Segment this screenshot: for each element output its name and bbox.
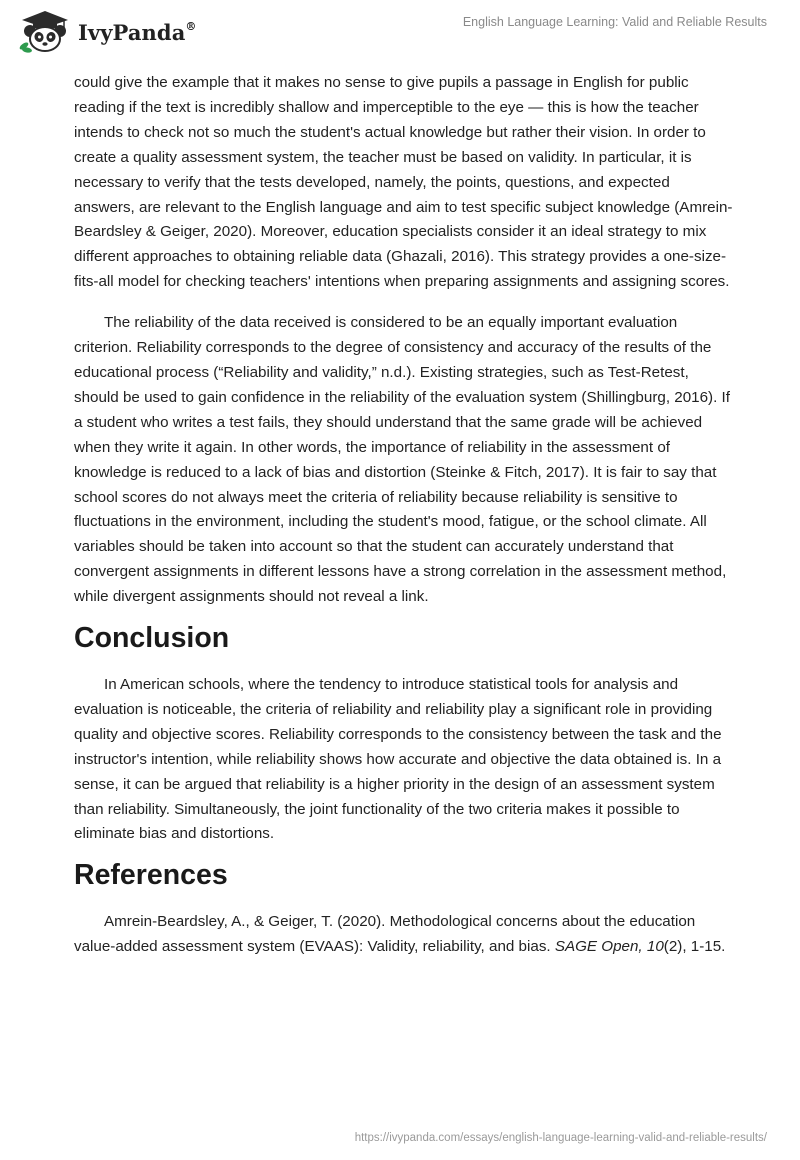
reference-text: Amrein-Beardsley, A., & Geiger, T. (2020). Methodological concerns about the education value-added assessment system (EVAAS): Validity, reliability, and bias.	[74, 913, 696, 956]
ivypanda-logo[interactable]	[16, 9, 197, 53]
body-paragraph: The reliability of the data received is considered to be an equally important evaluation criterion. Reliability corresponds to the degree of consistency and accuracy of the results of the educational process (“Reliability and validity,” n.d.). Existing strategies, such as Test-Retest, should be used to gain confidence in the reliability of the evaluation system (Shillingburg, 2016). If a student who writes a test fails, they should understand that the same grade will be achieved when they write it again. In other words, the importance of reliability in the assessment of knowledge is reduced to a lack of bias and distortion (Steinke & Fitch, 2017). It is fair to say that school scores do not always meet the criteria of reliability because reliability is sensitive to fluctuations in the environment, including the student's mood, fatigue, or the school climate. All variables should be taken into account so that the student can accurately understand that convergent assignments in different lessons have a strong correlation in the assessment method, while divergent assignments should not reveal a link.	[74, 314, 730, 606]
footer-url[interactable]: https://ivypanda.com/essays/english-language-learning-valid-and-reliable-results/	[354, 1132, 767, 1144]
running-title: English Language Learning: Valid and Reliable Results	[462, 15, 767, 29]
essay-content	[74, 71, 734, 960]
page-header	[0, 0, 800, 70]
reference-issue-pages: (2), 1-15.	[663, 938, 726, 956]
body-paragraph: could give the example that it makes no sense to give pupils a passage in English for public reading if the text is incredibly shallow and imperceptible to the eye — this is how the teacher intends to check not so much the student's actual knowledge but rather their vision. In order to create a quality assessment system, the teacher must be based on validity. In particular, it is necessary to verify that the tests developed, namely, the points, questions, and expected answers, are relevant to the English language and aim to test specific subject knowledge (Amrein-Beardsley & Geiger, 2020). Moreover, education specialists consider it an ideal strategy to mix different approaches to obtaining reliable data (Ghazali, 2016). This strategy provides a one-size-fits-all model for checking teachers' intentions when preparing assignments and assigning scores.	[74, 74, 733, 291]
brand-name: IvyPanda®	[78, 19, 197, 45]
conclusion-heading: Conclusion	[74, 622, 230, 655]
conclusion-paragraph: In American schools, where the tendency to introduce statistical tools for analysis and evaluation is noticeable, the criteria of reliability and reliability play a significant role in providing quality and objective scores. Reliability corresponds to the consistency between the task and the instructor's intention, while reliability shows how accurate and objective the data obtained is. In a sense, it can be argued that reliability is a higher priority in the design of an assessment system than reliability. Simultaneously, the joint functionality of the two criteria makes it possible to eliminate bias and distortions.	[74, 676, 722, 843]
references-heading: References	[74, 859, 228, 892]
panda-icon	[16, 9, 74, 53]
reference-entry	[74, 910, 734, 960]
reference-journal: SAGE Open, 10	[554, 938, 664, 956]
